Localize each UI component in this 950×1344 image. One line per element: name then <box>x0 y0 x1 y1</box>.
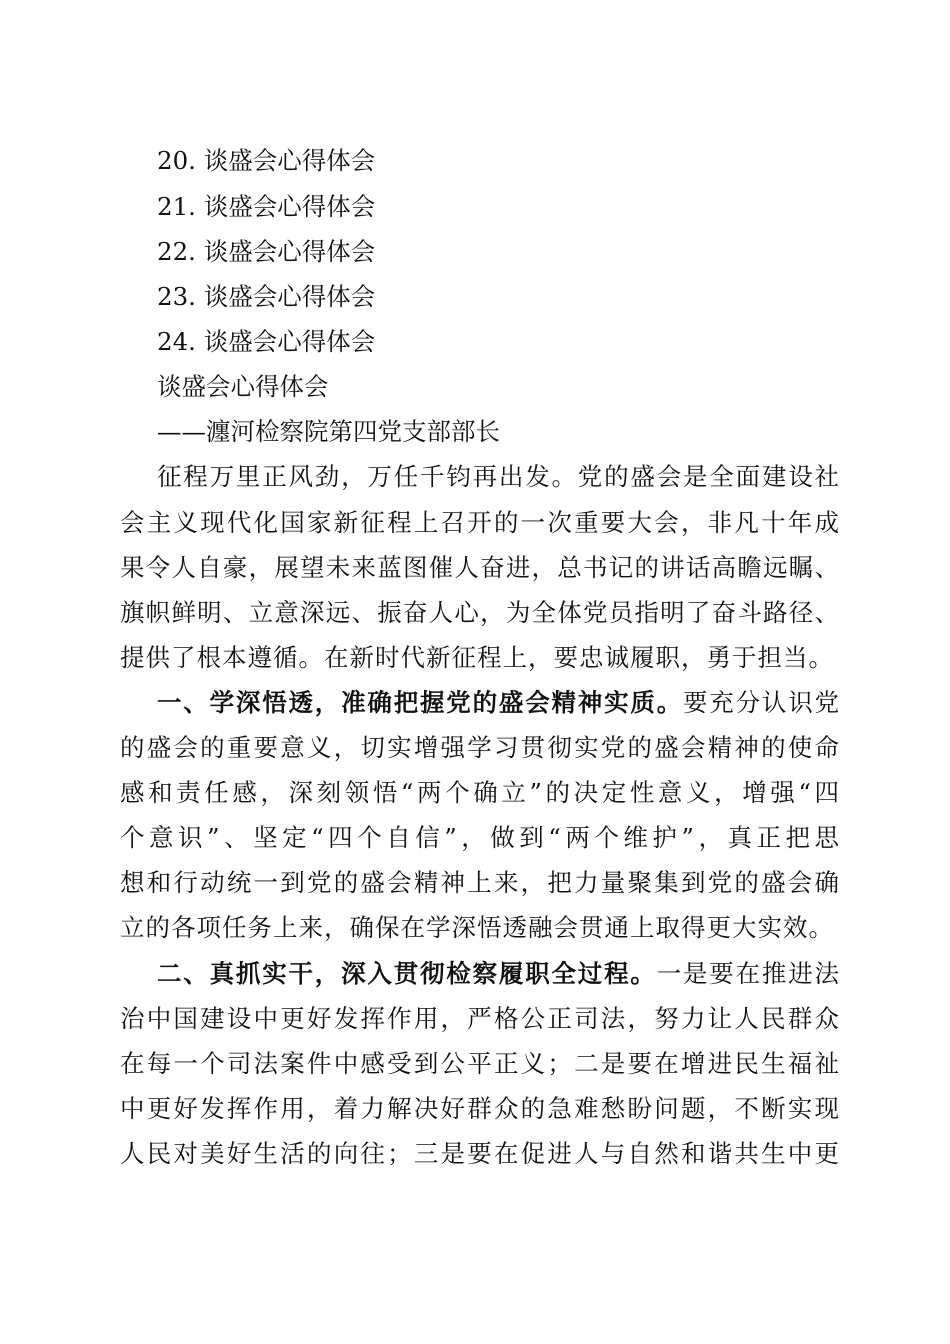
toc-item: 22. 谈盛会心得体会 <box>157 237 376 266</box>
para2-line: 立的各项任务上来，确保在学深悟透融会贯通上取得更大实效。 <box>120 913 834 942</box>
toc-item: 23. 谈盛会心得体会 <box>157 282 376 311</box>
toc-item: 20. 谈盛会心得体会 <box>157 146 376 175</box>
para1-line: 会主义现代化国家新征程上召开的一次重要大会，非凡十年成 <box>120 508 840 537</box>
para2-first-rest: 要充分认识党 <box>683 688 840 717</box>
toc-item: 24. 谈盛会心得体会 <box>157 327 376 356</box>
para3-line: 人民对美好生活的向往；三是要在促进人与自然和谐共生中更 <box>120 1139 840 1168</box>
document-title: 谈盛会心得体会 <box>157 372 329 401</box>
toc-item: 21. 谈盛会心得体会 <box>157 192 376 221</box>
para3-first-line <box>157 959 840 989</box>
document-subtitle: ——瀍河检察院第四党支部部长 <box>157 417 500 446</box>
para2-line: 感和责任感，深刻领悟“两个确立”的决定性意义，增强“四 <box>120 778 840 807</box>
para3-line: 中更好发挥作用，着力解决好群众的急难愁盼问题，不断实现 <box>120 1094 840 1123</box>
para3-line: 在每一个司法案件中感受到公平正义；二是要在增进民生福祉 <box>120 1049 840 1078</box>
para2-heading: 一、学深悟透，准确把握党的盛会精神实质。 <box>157 688 683 717</box>
para2-line: 的盛会的重要意义，切实增强学习贯彻实党的盛会精神的使命 <box>120 733 840 762</box>
para3-first-rest: 一是要在推进法 <box>656 959 841 988</box>
para2-line: 个意识”、坚定“四个自信”，做到“两个维护”，真正把思 <box>120 823 840 852</box>
para2-line: 想和行动统一到党的盛会精神上来，把力量聚集到党的盛会确 <box>120 868 840 897</box>
para1-line: 果令人自豪，展望未来蓝图催人奋进，总书记的讲话高瞻远瞩、 <box>120 553 840 582</box>
para3-heading: 二、真抓实干，深入贯彻检察履职全过程。 <box>157 959 657 988</box>
para1-line: 提供了根本遵循。在新时代新征程上，要忠诚履职，勇于担当。 <box>120 643 834 672</box>
para3-line: 治中国建设中更好发挥作用，严格公正司法，努力让人民群众 <box>120 1004 840 1033</box>
para1-line: 旗帜鲜明、立意深远、振奋人心，为全体党员指明了奋斗路径、 <box>120 598 840 627</box>
para2-first-line <box>157 688 840 718</box>
para1-line: 征程万里正风劲，万任千钧再出发。党的盛会是全面建设社 <box>157 462 840 491</box>
